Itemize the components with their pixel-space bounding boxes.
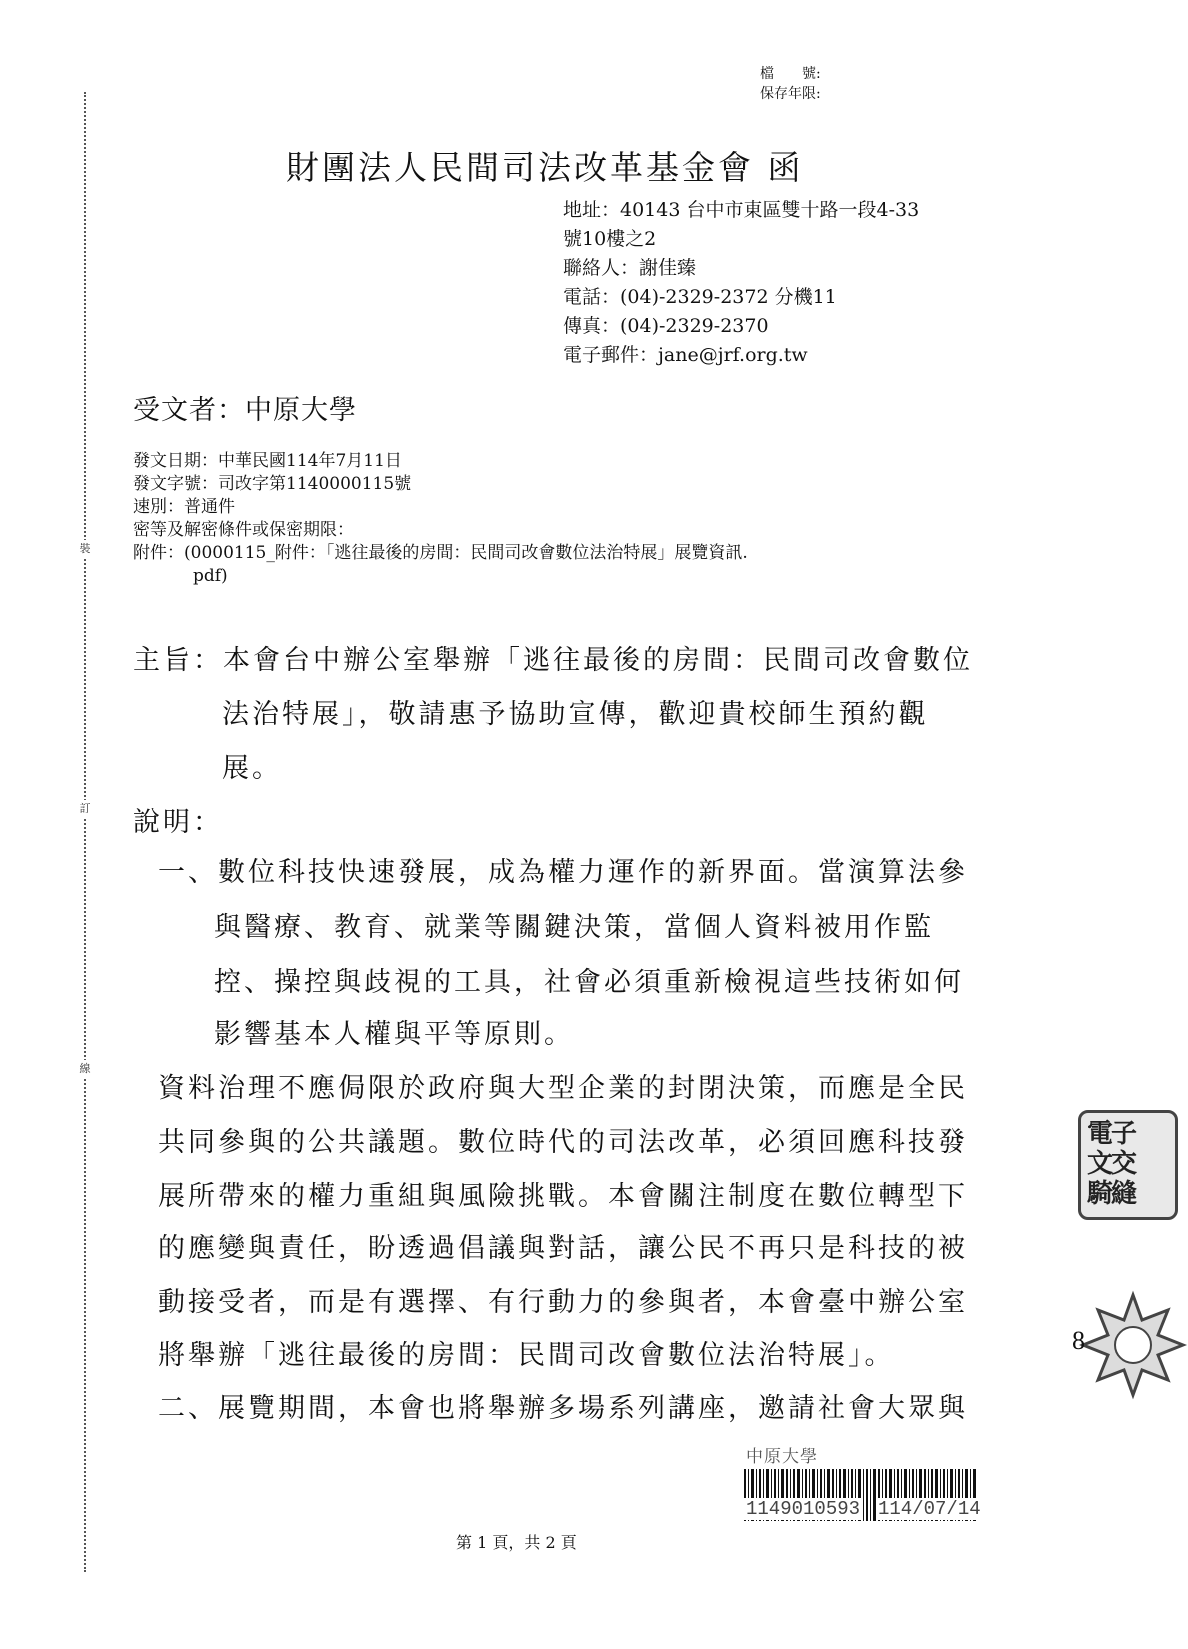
attachment-line2: pdf) (193, 566, 228, 586)
file-number-label: 檔 號: (760, 66, 821, 82)
receipt-date: 114/07/14 (878, 1498, 981, 1520)
paragraph-line3: 展所帶來的權力重組與風險挑戰。本會關注制度在數位轉型下 (158, 1181, 968, 1212)
attachment-line1: 附件：(0000115_附件：「逃往最後的房間：民間司改會數位法治特展」展覽資訊. (133, 543, 748, 563)
paragraph-line4: 的應變與責任，盼透過倡議與對話，讓公民不再只是科技的被 (158, 1233, 968, 1264)
page-footer: 第 1 頁，共 2 頁 (456, 1533, 577, 1552)
sender-address-line2: 號10樓之2 (563, 228, 657, 250)
paragraph-line6: 將舉辦「逃往最後的房間：民間司改會數位法治特展」。 (158, 1340, 895, 1371)
subject-line1: 主旨：本會台中辦公室舉辦「逃往最後的房間：民間司改會數位 (133, 645, 973, 676)
paragraph-line5: 動接受者，而是有選擇、有行動力的參與者，本會臺中辦公室 (158, 1287, 968, 1318)
item1-line1: 一、數位科技快速發展，成為權力運作的新界面。當演算法參 (158, 857, 968, 888)
issue-date: 發文日期：中華民國114年7月11日 (133, 451, 402, 471)
paragraph-line2: 共同參與的公共議題。數位時代的司法改革，必須回應科技發 (158, 1127, 968, 1158)
sender-address-line1: 地址：40143 台中市東區雙十路一段4-33 (563, 199, 920, 221)
sender-contact: 聯絡人：謝佳臻 (563, 257, 697, 279)
paragraph-line1: 資料治理不應侷限於政府與大型企業的封閉決策，而應是全民 (158, 1073, 968, 1104)
binding-dotted-line (84, 92, 86, 1572)
document-title: 財團法人民間司法改革基金會 函 (286, 148, 804, 187)
reference-number: 發文字號：司改字第1140000115號 (133, 474, 412, 494)
subject-line3: 展。 (222, 753, 282, 784)
seal-number: 8 (1072, 1326, 1085, 1355)
seal-star-icon (1078, 1290, 1188, 1400)
binding-mark-top: 裝 (76, 540, 94, 558)
item2-line1: 二、展覽期間，本會也將舉辦多場系列講座，邀請社會大眾與 (158, 1393, 968, 1424)
item1-line3: 控、操控與歧視的工具，社會必須重新檢視這些技術如何 (214, 967, 964, 998)
delivery-speed: 速別：普通件 (133, 497, 235, 517)
explanation-label: 說明： (133, 807, 223, 838)
sender-email: 電子郵件：jane@jrf.org.tw (563, 344, 808, 366)
recipient: 受文者：中原大學 (133, 395, 357, 426)
binding-mark-bottom: 線 (76, 1060, 94, 1078)
page-count-seal (1072, 1290, 1158, 1400)
item1-line2: 與醫療、教育、就業等關鍵決策，當個人資料被用作監 (214, 912, 934, 943)
receipt-label: 中原大學 (746, 1447, 818, 1467)
sender-phone: 電話：(04)-2329-2372 分機11 (563, 286, 837, 308)
sender-info (563, 196, 919, 370)
sender-fax: 傳真：(04)-2329-2370 (563, 315, 769, 337)
subject-line2: 法治特展」，敬請惠予協助宣傳，歡迎貴校師生預約觀 (222, 699, 929, 730)
seal-text: 電子 文交 騎縫 (1078, 1110, 1178, 1220)
receipt-doc-number: 1149010593 (746, 1498, 861, 1520)
electronic-seam-seal (1078, 1110, 1158, 1230)
item1-line4: 影響基本人權與平等原則。 (214, 1019, 574, 1050)
document-meta (133, 450, 748, 588)
secrecy-level: 密等及解密條件或保密期限： (133, 520, 354, 540)
binding-mark-middle: 訂 (76, 800, 94, 818)
retention-period-label: 保存年限: (760, 86, 821, 102)
